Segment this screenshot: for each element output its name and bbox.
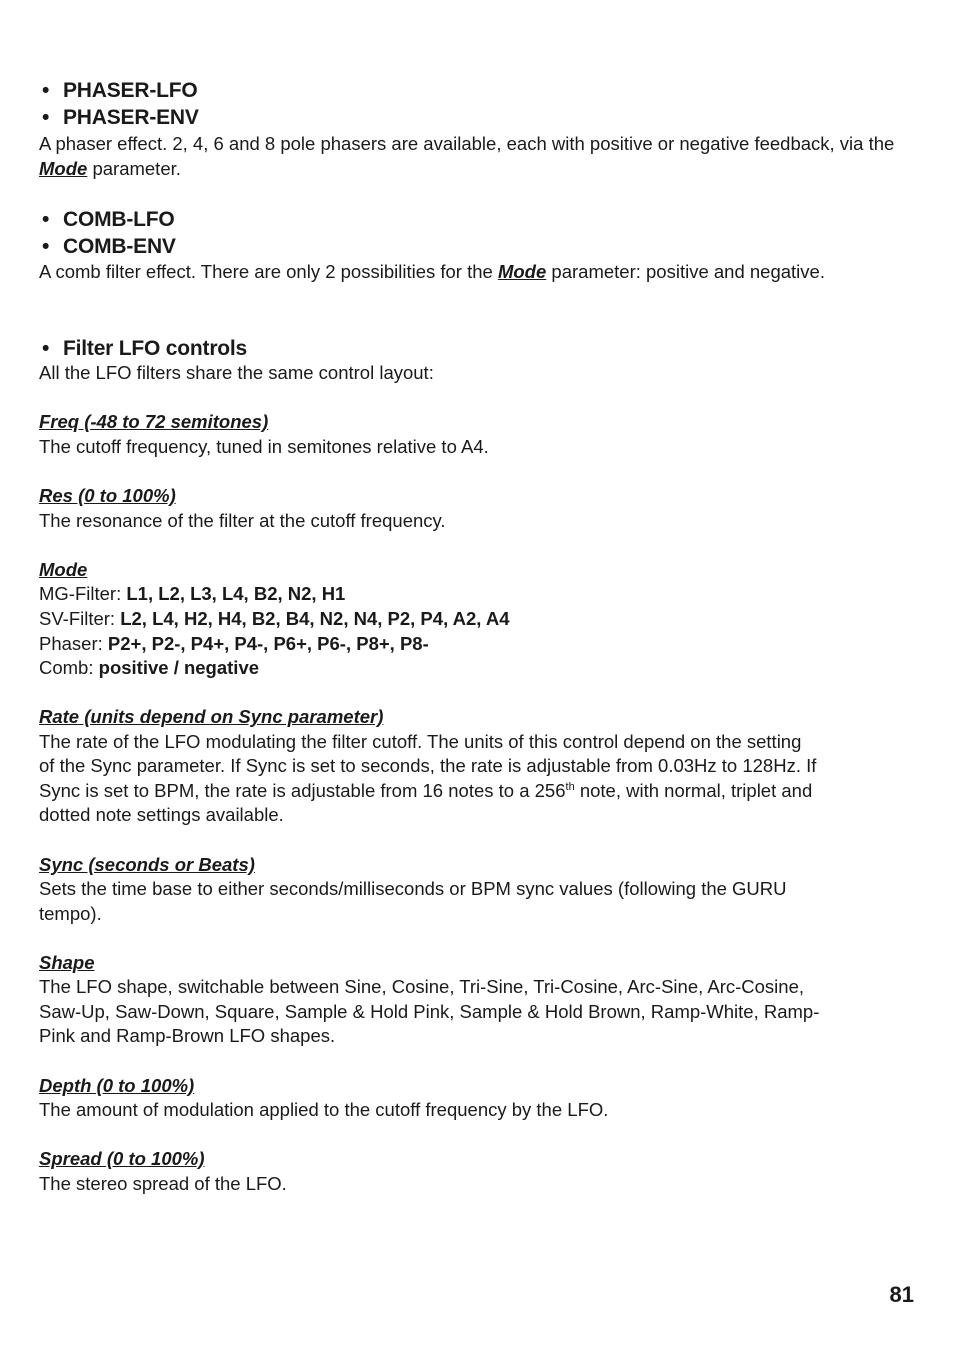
phaser-description: A phaser effect. 2, 4, 6 and 8 pole phasers are available, each with positive or negative feedback, via the Mode parameter. [39,133,895,179]
ordinal-superscript: th [565,781,575,793]
rate-description-line-4: dotted note settings available. [39,804,284,825]
depth-title: Depth (0 to 100%) [39,1075,195,1096]
spread-description: The stereo spread of the LFO. [39,1173,287,1194]
rate-description-line-2: of the Sync parameter. If Sync is set to seconds, the rate is adjustable from 0.03Hz to 128Hz. If [39,755,817,776]
mode-row-mg-filter: MG-Filter: L1, L2, L3, L4, B2, N2, H1 [39,583,346,604]
res-title: Res (0 to 100%) [39,485,176,506]
heading-comb-env: • COMB-ENV [39,233,919,260]
heading-comb-lfo: • COMB-LFO [39,206,919,233]
bullet-glyph: • [42,79,50,102]
depth-description: The amount of modulation applied to the cutoff frequency by the LFO. [39,1099,609,1120]
sync-description-line-2: tempo). [39,903,102,924]
shape-description-line-1: The LFO shape, switchable between Sine, Cosine, Tri-Sine, Tri-Cosine, Arc-Sine, Arc-Cosine, [39,976,805,997]
mode-row-phaser: Phaser: P2+, P2-, P4+, P4-, P6+, P6-, P8+, P8- [39,633,429,654]
comb-description: A comb filter effect. There are only 2 possibilities for the Mode parameter: positive and negative. [39,261,825,282]
filter-lfo-intro: All the LFO filters share the same control layout: [39,362,434,383]
heading-phaser-env: • PHASER-ENV [39,104,919,131]
bullet-glyph: • [42,337,50,360]
freq-title: Freq (-48 to 72 semitones) [39,411,269,432]
rate-description-line-3: Sync is set to BPM, the rate is adjustable from 16 notes to a 256th note, with normal, triplet and [39,780,813,801]
spread-title: Spread (0 to 100%) [39,1148,205,1169]
shape-description-line-2: Saw-Up, Saw-Down, Square, Sample & Hold Pink, Sample & Hold Brown, Ramp-White, Ramp- [39,1001,820,1022]
res-description: The resonance of the filter at the cutoff frequency. [39,510,446,531]
heading-phaser-lfo: • PHASER-LFO [39,77,919,104]
rate-description-line-1: The rate of the LFO modulating the filter cutoff. The units of this control depend on the setting [39,731,802,752]
rate-title: Rate (units depend on Sync parameter) [39,706,384,727]
bullet-glyph: • [42,235,50,258]
page-number: 81 [889,1282,914,1307]
bullet-glyph: • [42,106,50,129]
mode-reference: Mode [39,157,88,179]
sync-description-line-1: Sets the time base to either seconds/milliseconds or BPM sync values (following the GURU [39,878,787,899]
sync-title: Sync (seconds or Beats) [39,854,255,875]
bullet-glyph: • [42,208,50,231]
mode-row-sv-filter: SV-Filter: L2, L4, H2, H4, B2, B4, N2, N4, P2, P4, A2, A4 [39,608,510,629]
mode-row-comb: Comb: positive / negative [39,657,260,678]
mode-title: Mode [39,559,88,580]
heading-filter-lfo-controls: • Filter LFO controls [39,335,919,362]
shape-description-line-3: Pink and Ramp-Brown LFO shapes. [39,1025,336,1046]
freq-description: The cutoff frequency, tuned in semitones relative to A4. [39,436,489,457]
mode-reference: Mode [497,261,547,282]
shape-title: Shape [39,952,95,973]
